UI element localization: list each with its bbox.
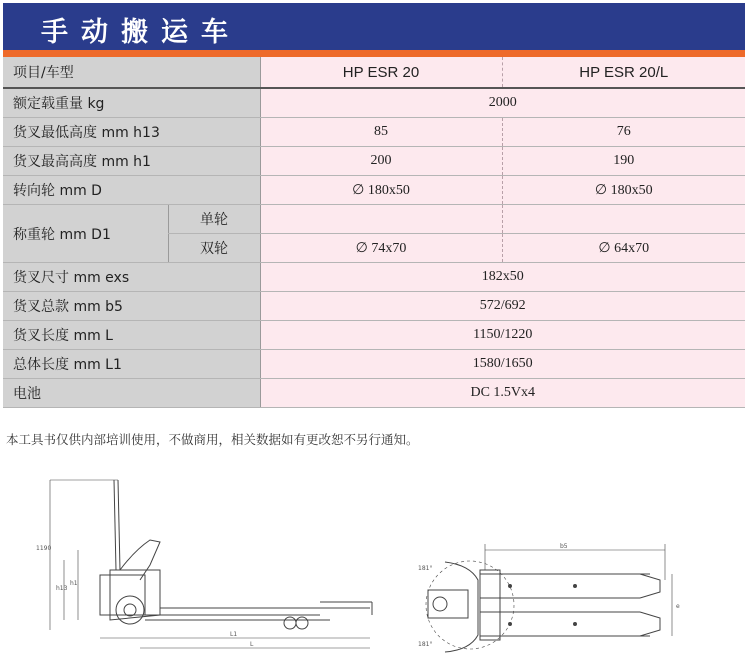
row-label: 货叉尺寸 mm exs [3, 263, 260, 292]
technical-drawing [0, 470, 750, 659]
top-view-dimensions [485, 544, 672, 636]
row-value: 1580/1650 [260, 350, 745, 379]
dim-label: 181° [418, 565, 433, 572]
spec-table [3, 57, 745, 408]
top-view [426, 561, 660, 652]
dim-label: 1190 [36, 545, 52, 552]
row-value-1: ∅ 180x50 [260, 176, 502, 205]
table-row [3, 321, 745, 350]
table-row [3, 379, 745, 408]
accent-stripe [3, 50, 745, 57]
sub-row-label: 双轮 [168, 234, 260, 263]
row-value-1: 200 [260, 147, 502, 176]
table-row [3, 350, 745, 379]
page-title: 手动搬运车 [41, 17, 241, 48]
row-label: 货叉最低高度 mm h13 [3, 118, 260, 147]
row-label: 额定载重量 kg [3, 88, 260, 118]
row-value: DC 1.5Vx4 [260, 379, 745, 408]
row-value-2 [502, 205, 745, 234]
dim-label: h13 [56, 585, 68, 592]
row-value: 182x50 [260, 263, 745, 292]
row-label: 总体长度 mm L1 [3, 350, 260, 379]
row-value-2: 190 [502, 147, 745, 176]
row-value: 572/692 [260, 292, 745, 321]
dim-label: L [250, 641, 254, 648]
row-label: 货叉总款 mm b5 [3, 292, 260, 321]
model-1-name: HP ESR 20 [260, 57, 502, 88]
dim-label: L1 [230, 631, 238, 638]
dim-label: 181° [418, 641, 433, 648]
row-value-1: 85 [260, 118, 502, 147]
table-row [3, 147, 745, 176]
row-value-1: ∅ 74x70 [260, 234, 502, 263]
table-row [3, 292, 745, 321]
row-label: 货叉最高高度 mm h1 [3, 147, 260, 176]
dim-label: h1 [70, 580, 78, 587]
table-row [3, 263, 745, 292]
row-value-2: ∅ 180x50 [502, 176, 745, 205]
model-2-name: HP ESR 20/L [502, 57, 745, 88]
table-row [3, 205, 745, 234]
row-value-2: 76 [502, 118, 745, 147]
row-value-1 [260, 205, 502, 234]
row-label: 转向轮 mm D [3, 176, 260, 205]
row-label: 电池 [3, 379, 260, 408]
disclaimer-note: 本工具书仅供内部培训使用，不做商用，相关数据如有更改恕不另行通知。 [6, 432, 419, 447]
row-label: 货叉长度 mm L [3, 321, 260, 350]
row-value-2: ∅ 64x70 [502, 234, 745, 263]
title-banner [3, 3, 745, 50]
row-label: 称重轮 mm D1 [3, 205, 168, 263]
table-row [3, 118, 745, 147]
row-value: 2000 [260, 88, 745, 118]
table-header-row [3, 57, 745, 88]
table-row [3, 176, 745, 205]
sub-row-label: 单轮 [168, 205, 260, 234]
side-view [50, 480, 372, 629]
header-label: 项目/车型 [3, 57, 260, 88]
row-value: 1150/1220 [260, 321, 745, 350]
dim-label: b5 [560, 543, 568, 550]
side-view-dimensions [50, 480, 370, 648]
dim-label: e [676, 603, 680, 610]
table-row [3, 88, 745, 118]
